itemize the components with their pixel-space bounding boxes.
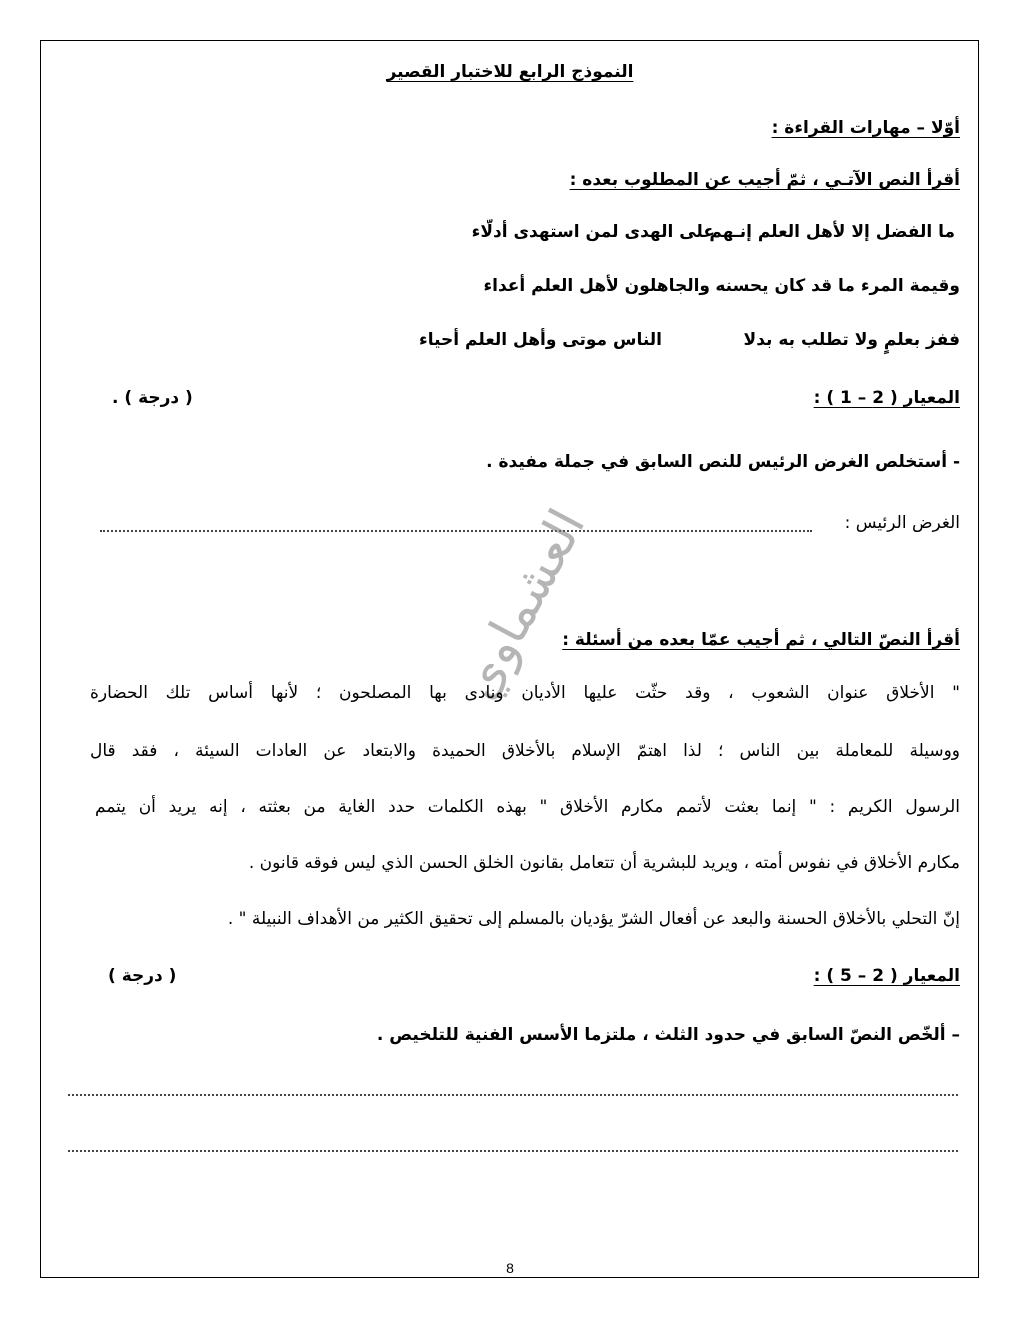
answer-line-summary-2[interactable] <box>68 1150 958 1152</box>
criterion-2: المعيار ( 2 – 5 ) : <box>813 966 960 986</box>
question-summary: – ألخّص النصّ السابق في حدود الثلث ، ملتزما الأسس الفنية للتلخيص . <box>376 1025 960 1045</box>
verse-2-first-hemistich: وقيمة المرء ما قد كان يحسنه <box>715 276 960 296</box>
verse-3-first-hemistich: ففز بعلمٍ ولا تطلب به بدلا <box>743 330 960 350</box>
passage-instruction: أقرأ النصّ التالي ، ثم أجيب عمّا بعده من أسئلة : <box>562 630 960 650</box>
passage-line-5: إنّ التحلي بالأخلاق الحسنة والبعد عن أفعال الشرّ يؤديان بالمسلم إلى تحقيق الكثير من الأهداف النبيلة " . <box>227 909 960 929</box>
criterion-1: المعيار ( 2 – 1 ) : <box>813 388 960 408</box>
verse-1-first-hemistich: ما الفضل إلا لأهل العلم إنـهم <box>709 222 955 242</box>
section-heading-reading: أوّلا – مهارات القراءة : <box>771 118 960 138</box>
score-2: ( درجة ) <box>108 966 177 986</box>
answer-line-main-purpose[interactable] <box>100 530 812 532</box>
score-1: ( درجة ) . <box>112 388 193 408</box>
verse-1-second-hemistich: على الهدى لمن استهدى أدلّاء <box>471 222 715 242</box>
passage-line-1: " الأخلاق عنوان الشعوب ، وقد حثّت عليها الأديان ونادى بها المصلحون ؛ لأنها أساس تلك الحضارة <box>90 683 960 703</box>
passage-line-2: ووسيلة للمعاملة بين الناس ؛ لذا اهتمّ الإسلام بالأخلاق الحميدة والابتعاد عن العادات السيئة ، فقد قال <box>90 741 960 761</box>
passage-line-4: مكارم الأخلاق في نفوس أمته ، ويريد للبشرية أن تتعامل بقانون الخلق الحسن الذي ليس فوقه قانون . <box>248 853 960 873</box>
answer-line-summary-1[interactable] <box>68 1094 958 1096</box>
verse-2-second-hemistich: والجاهلون لأهل العلم أعداء <box>483 276 710 296</box>
poem-instruction: أقرأ النص الآتـي ، ثمّ أجيب عن المطلوب بعده : <box>569 170 960 190</box>
passage-line-3: الرسول الكريم : " إنما بعثت لأتمم مكارم الأخلاق " بهذه الكلمات حدد الغاية من بعثته ، إنه يريد أن يتمم <box>95 797 960 817</box>
answer-label-main-purpose: الغرض الرئيس : <box>844 513 960 533</box>
page-title: النموذج الرابع للاختبار القصير <box>386 62 634 82</box>
verse-3-second-hemistich: الناس موتى وأهل العلم أحياء <box>419 330 662 350</box>
watermark-signature: العشماوي <box>448 499 597 709</box>
question-main-purpose: - أستخلص الغرض الرئيس للنص السابق في جملة مفيدة . <box>486 452 960 472</box>
page-number: 8 <box>506 1260 514 1276</box>
